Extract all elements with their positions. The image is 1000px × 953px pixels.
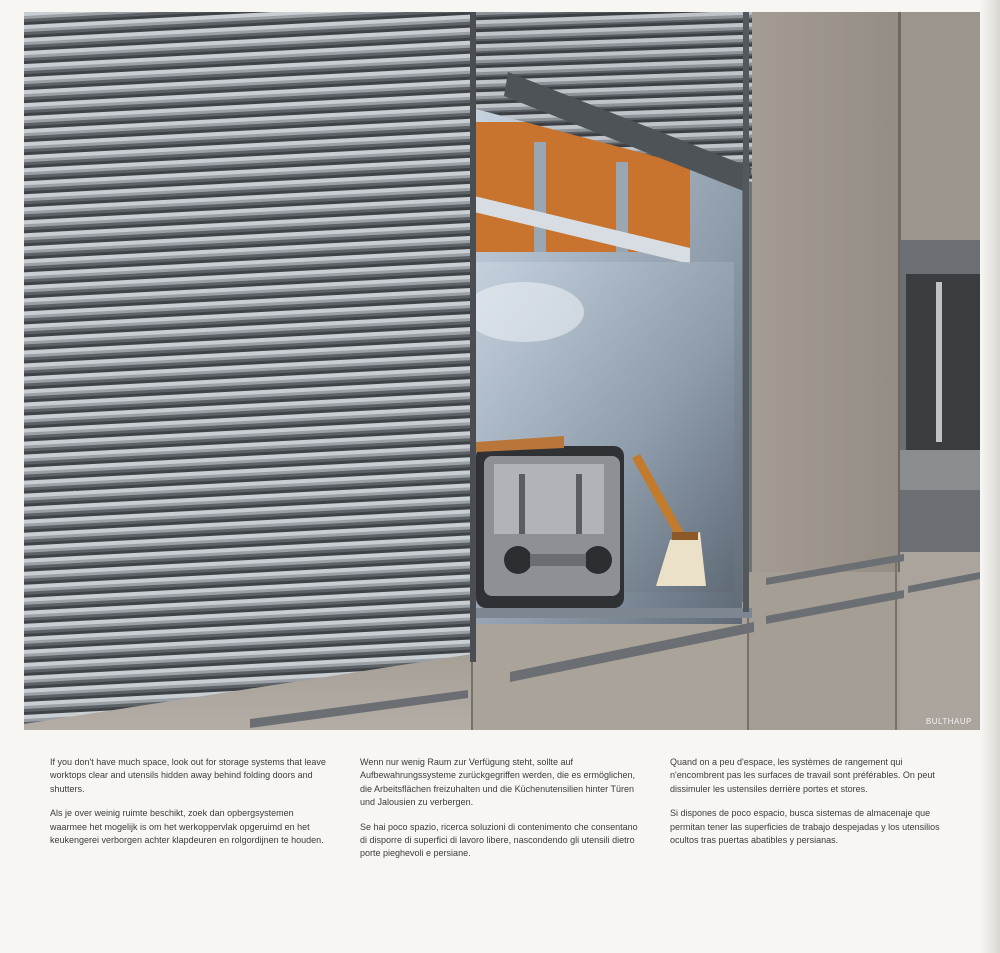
text-column-middle xyxy=(360,756,640,872)
paragraph-italian: Se hai poco spazio, ricerca soluzioni di contenimento che consentano di disporre di superfici di lavoro libere, nascondendo gli utensili dietro porte pieghevoli e persiane. xyxy=(360,821,638,859)
kitchen-photo xyxy=(24,12,980,730)
page-gutter-shadow xyxy=(980,0,1000,953)
text-column-left xyxy=(50,756,330,858)
photo-credit: BULTHAUP xyxy=(925,717,972,726)
paragraph-spanish: Si dispones de poco espacio, busca sistemas de almacenaje que permitan tener las superficies de trabajo despejadas y los utensilios ocultos tras puertas abatibles y persianas. xyxy=(670,808,940,846)
paragraph-german: Wenn nur wenig Raum zur Verfügung steht, sollte auf Aufbewahrungssysteme zurückgegriffen werden, die es ermöglichen, die Arbeitsflächen freizuhalten und die Küchenutensilien hinter Türen und Jalousien zu verbergen. xyxy=(360,757,635,808)
toaster xyxy=(476,436,624,608)
roller-shutter-closed xyxy=(24,12,472,724)
paragraph-dutch: Als je over weinig ruimte beschikt, zoek dan opbergsystemen waarmee het mogelijk is om het werkoppervlak opgeruimd en het keukengerei verborgen achter klapdeuren en rolgordijnen te houden. xyxy=(50,808,324,846)
text-column-right xyxy=(670,756,950,858)
paragraph-english: If you don't have much space, look out for storage systems that leave worktops clear and utensils hidden away behind folding doors and shutters. xyxy=(50,757,326,794)
kitchen-illustration xyxy=(24,12,980,730)
paragraph-french: Quand on a peu d'espace, les systèmes de rangement qui n'encombrent pas les surfaces de travail sont préférables. On peut dissimuler les ustensiles derrière portes et stores. xyxy=(670,757,935,794)
